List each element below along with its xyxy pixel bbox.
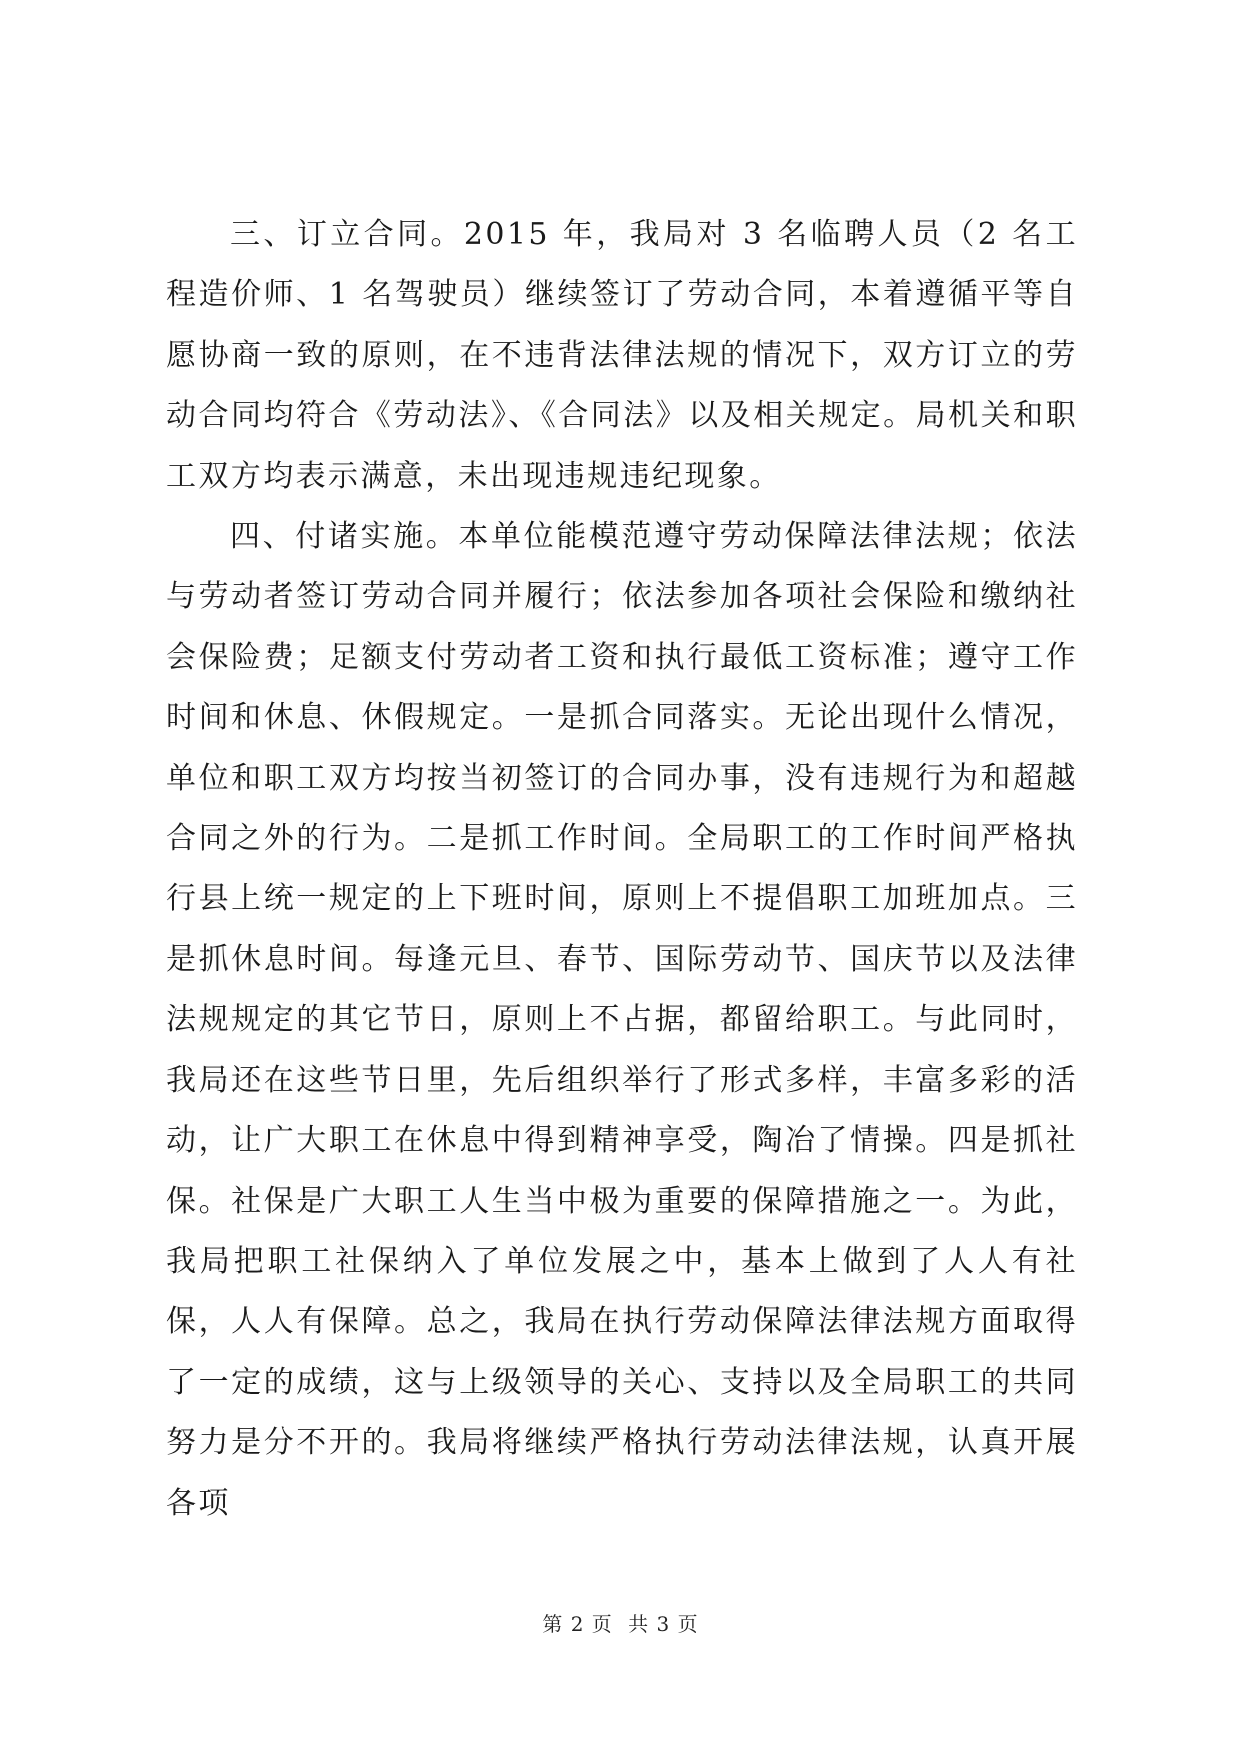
document-body — [166, 205, 1078, 1534]
page-total: 共 3 页 — [628, 1612, 699, 1636]
paragraph-contract: 三、订立合同。2015 年，我局对 3 名临聘人员（2 名工程造价师、1 名驾驶员）继续签订了劳动合同，本着遵循平等自愿协商一致的原则，在不违背法律法规的情况下，双方订立的劳动合同均符合《劳动法》、《合同法》以及相关规定。局机关和职工双方均表示满意，未出现违规违纪现象。 — [166, 217, 1078, 494]
page-number: 第 2 页 — [542, 1612, 613, 1636]
paragraph-implementation: 四、付诸实施。本单位能模范遵守劳动保障法律法规；依法与劳动者签订劳动合同并履行；依法参加各项社会保险和缴纳社会保险费；足额支付劳动者工资和执行最低工资标准；遵守工作时间和休息、休假规定。一是抓合同落实。无论出现什么情况，单位和职工双方均按当初签订的合同办事，没有违规行为和超越合同之外的行为。二是抓工作时间。全局职工的工作时间严格执行县上统一规定的上下班时间，原则上不提倡职工加班加点。三是抓休息时间。每逢元旦、春节、国际劳动节、国庆节以及法律法规规定的其它节日，原则上不占据，都留给职工。与此同时，我局还在这些节日里，先后组织举行了形式多样，丰富多彩的活动，让广大职工在休息中得到精神享受，陶冶了情操。四是抓社保。社保是广大职工人生当中极为重要的保障措施之一。为此，我局把职工社保纳入了单位发展之中，基本上做到了人人有社保，人人有保障。总之，我局在执行劳动保障法律法规方面取得了一定的成绩，这与上级领导的关心、支持以及全局职工的共同努力是分不开的。我局将继续严格执行劳动法律法规，认真开展各项 — [166, 519, 1078, 1521]
page-footer — [0, 1609, 1241, 1639]
